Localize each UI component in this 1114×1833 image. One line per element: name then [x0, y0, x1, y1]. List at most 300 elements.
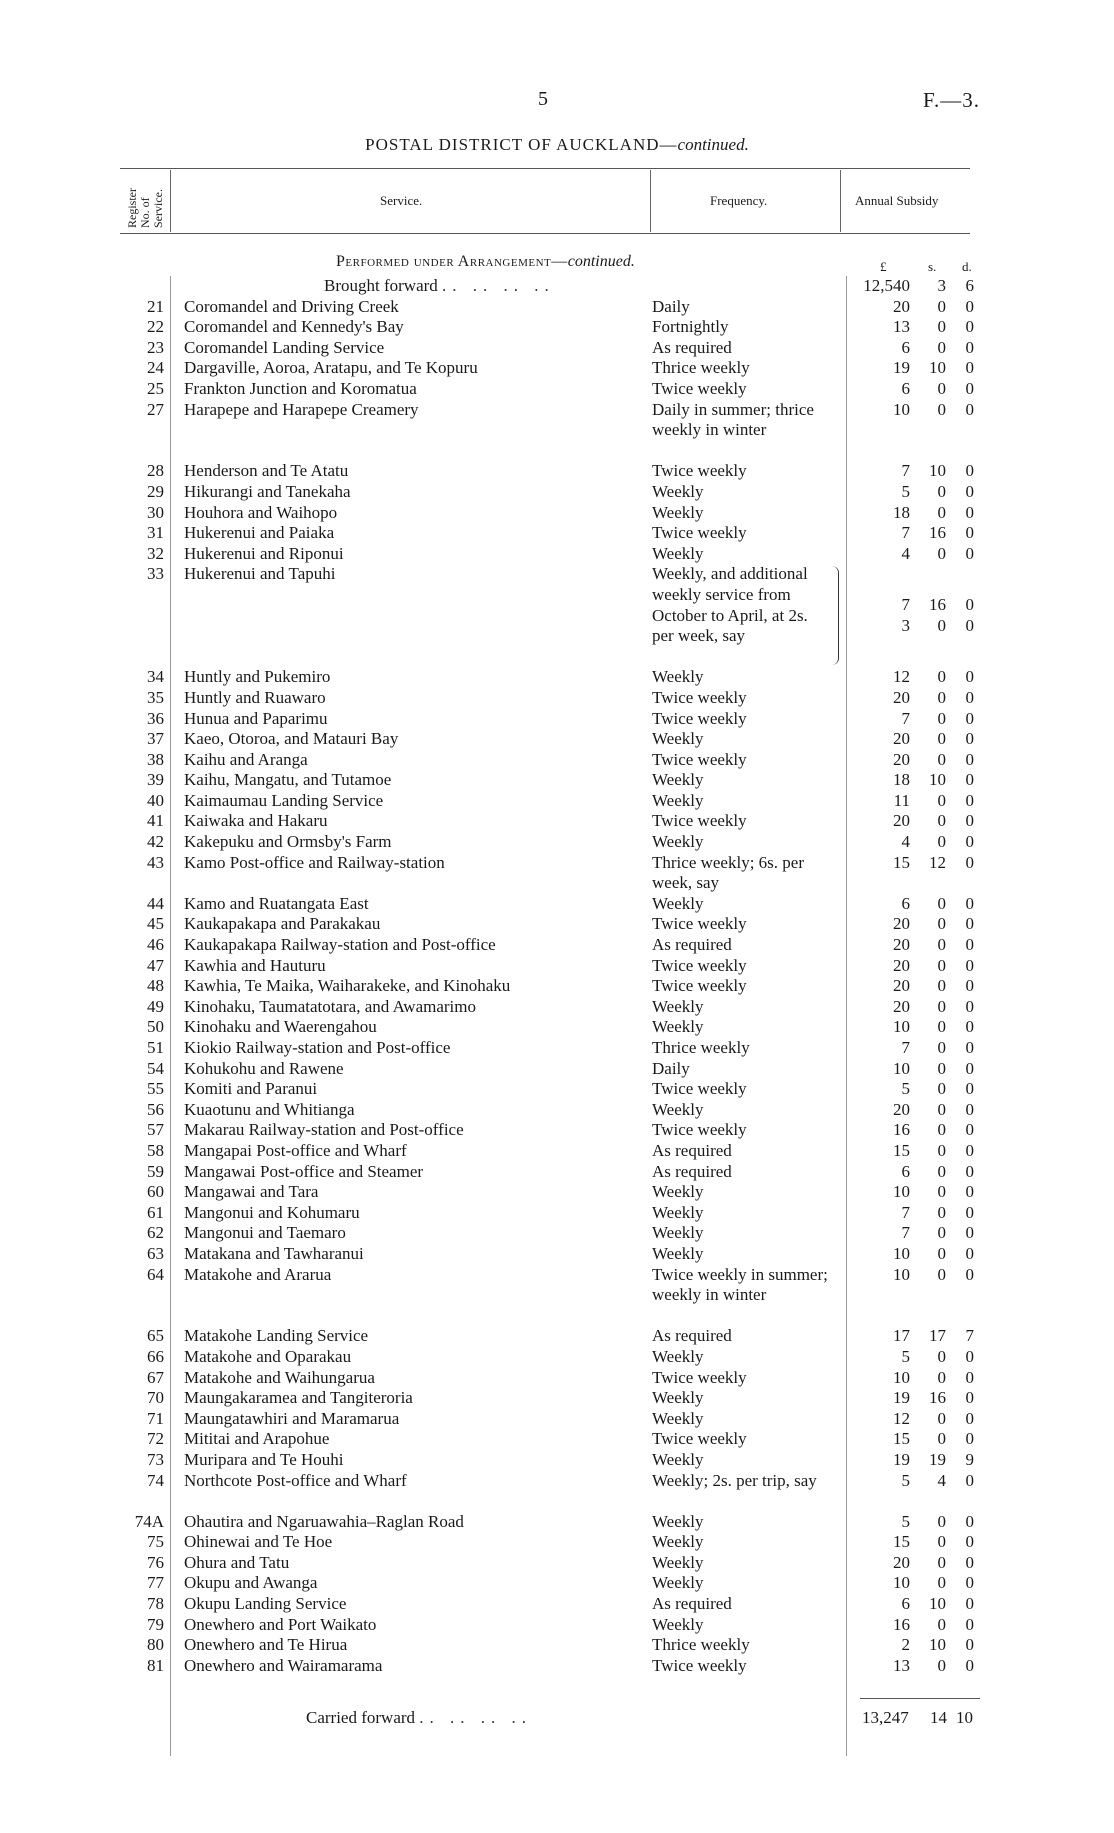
table-row [120, 1471, 980, 1512]
annual-subsidy [838, 523, 974, 543]
pence-value: 0 [965, 667, 974, 687]
pence-value: 0 [965, 914, 974, 934]
pounds-value: 10 [893, 1058, 910, 1078]
pence-value: 0 [965, 749, 974, 769]
shillings-value: 0 [937, 1511, 946, 1531]
register-line-2: No. of [138, 197, 152, 228]
service-name: Kinohaku, Taumatatotara, and Awamarimo [184, 996, 476, 1016]
table-row [120, 461, 980, 482]
register-number: 38 [147, 749, 164, 769]
annual-subsidy [838, 1615, 974, 1635]
brace [832, 566, 839, 665]
table-row [120, 1615, 980, 1636]
annual-subsidy [838, 956, 974, 976]
service-header: Service. [380, 193, 423, 208]
shillings-value: 10 [929, 1594, 946, 1614]
pence-value: 0 [965, 1243, 974, 1263]
pence-value: 0 [965, 1429, 974, 1449]
shillings-value: 0 [937, 1017, 946, 1037]
pence-value: 0 [965, 296, 974, 316]
annual-subsidy [838, 400, 974, 420]
frequency: Twice weekly [652, 955, 747, 975]
annual-subsidy [838, 811, 974, 831]
pounds-value: 4 [901, 832, 910, 852]
service-name: Matakohe and Ararua [184, 1264, 332, 1284]
pounds-label: £ [880, 259, 887, 274]
frequency: Weekly [652, 1614, 704, 1634]
pounds-value: 20 [893, 811, 910, 831]
service-name: Hikurangi and Tanekaha [184, 481, 351, 501]
service-name: Kaihu, Mangatu, and Tutamoe [184, 770, 392, 790]
service-name: Kaimaumau Landing Service [184, 790, 384, 810]
annual-subsidy [838, 1203, 974, 1223]
header-bottom-rule [120, 233, 970, 234]
pence-value: 0 [965, 337, 974, 357]
service-name: Mititai and Arapohue [184, 1429, 330, 1449]
table-row [120, 338, 980, 359]
pounds-value: 7 [901, 1223, 910, 1243]
service-name: Kaeo, Otoroa, and Matauri Bay [184, 729, 399, 749]
shillings-value: 17 [929, 1326, 946, 1346]
pounds-value: 13 [893, 317, 910, 337]
frequency: Twice weekly [652, 914, 747, 934]
frequency: Weekly [652, 1202, 704, 1222]
annual-subsidy [838, 1017, 974, 1037]
register-number: 36 [147, 708, 164, 728]
frequency: Weekly [652, 1408, 704, 1428]
register-number: 67 [147, 1367, 164, 1387]
register-number: 81 [147, 1655, 164, 1675]
pounds-value: 10 [893, 1017, 910, 1037]
table-row [120, 1656, 980, 1677]
table-row [120, 1120, 980, 1141]
shillings-value: 0 [937, 1140, 946, 1160]
pence-value: 0 [965, 481, 974, 501]
annual-subsidy [838, 729, 974, 749]
table-row [120, 1203, 980, 1224]
service-name: Kaihu and Aranga [184, 749, 308, 769]
register-number: 25 [147, 378, 164, 398]
service-name: Ohura and Tatu [184, 1552, 290, 1572]
shillings-value: 0 [937, 502, 946, 522]
service-name: Muripara and Te Houhi [184, 1449, 344, 1469]
frequency: Weekly [652, 667, 704, 687]
register-number: 46 [147, 935, 164, 955]
shillings-value: 0 [937, 811, 946, 831]
pounds-value: 20 [893, 914, 910, 934]
annual-subsidy [838, 976, 974, 996]
register-number: 79 [147, 1614, 164, 1634]
shillings-value: 0 [937, 337, 946, 357]
table-row [120, 1141, 980, 1162]
annual-subsidy [838, 914, 974, 934]
pounds-value: 15 [893, 1429, 910, 1449]
service-name: Kuaotunu and Whitianga [184, 1099, 355, 1119]
service-name: Hunua and Paparimu [184, 708, 328, 728]
frequency: Weekly [652, 1346, 704, 1366]
register-number: 21 [147, 296, 164, 316]
shillings-value: 0 [937, 955, 946, 975]
shillings-value: 0 [937, 749, 946, 769]
service-name: Coromandel and Kennedy's Bay [184, 317, 404, 337]
pounds-value: 5 [901, 1511, 910, 1531]
table-row [120, 1553, 980, 1574]
pounds-value: 15 [893, 1140, 910, 1160]
pence-value: 0 [965, 1223, 974, 1243]
table-row [120, 1038, 980, 1059]
annual-subsidy [838, 750, 974, 770]
register-number: 75 [147, 1532, 164, 1552]
register-number: 30 [147, 502, 164, 522]
frequency: Daily [652, 1058, 690, 1078]
pounds-value: 20 [893, 1552, 910, 1572]
pence-value: 0 [965, 399, 974, 419]
service-name: Maungatawhiri and Maramarua [184, 1408, 400, 1428]
table-header [120, 170, 970, 232]
pence-value: 0 [965, 1346, 974, 1366]
register-number: 48 [147, 976, 164, 996]
pounds-value: 16 [893, 1614, 910, 1634]
table-row [120, 956, 980, 977]
pence-value: 0 [965, 358, 974, 378]
header-divider [840, 170, 841, 232]
service-name: Kaiwaka and Hakaru [184, 811, 328, 831]
pounds-value: 7 [901, 1038, 910, 1058]
pounds-value: 15 [893, 1532, 910, 1552]
frequency: As required [652, 1594, 732, 1614]
frequency: Twice weekly [652, 687, 747, 707]
shillings-value: 0 [937, 1367, 946, 1387]
shillings-value: 0 [937, 1552, 946, 1572]
service-name: Onewhero and Te Hirua [184, 1635, 348, 1655]
register-number: 27 [147, 399, 164, 419]
pounds-value: 6 [901, 378, 910, 398]
table-row [120, 1223, 980, 1244]
frequency: Fortnightly [652, 317, 729, 337]
pence-value: 0 [965, 1202, 974, 1222]
service-name: Kamo Post-office and Railway-station [184, 852, 445, 872]
table-row [120, 667, 980, 688]
service-name: Onewhero and Wairamarama [184, 1655, 383, 1675]
service-name: Dargaville, Aoroa, Aratapu, and Te Kopuru [184, 358, 478, 378]
register-number: 31 [147, 523, 164, 543]
annual-subsidy [838, 1079, 974, 1099]
shillings-value: 4 [937, 1470, 946, 1490]
annual-subsidy [838, 317, 974, 337]
frequency: Weekly [652, 1243, 704, 1263]
total-rule [860, 1698, 980, 1699]
service-name: Makarau Railway-station and Post-office [184, 1120, 464, 1140]
table-row [120, 482, 980, 503]
pounds-value: 20 [893, 976, 910, 996]
register-number: 43 [147, 852, 164, 872]
register-header-text [126, 188, 165, 228]
page-title [0, 135, 1114, 155]
section-heading [336, 253, 635, 271]
annual-subsidy [838, 338, 974, 358]
service-name: Huntly and Ruawaro [184, 687, 326, 707]
shillings-value: 16 [929, 595, 946, 615]
register-number: 63 [147, 1243, 164, 1263]
shillings-value: 0 [937, 1429, 946, 1449]
pounds-value: 10 [893, 1367, 910, 1387]
pounds-value: 18 [893, 502, 910, 522]
service-name: Mangapai Post-office and Wharf [184, 1140, 407, 1160]
services-table [120, 276, 980, 1676]
service-name: Frankton Junction and Koromatua [184, 378, 417, 398]
annual-subsidy [838, 1326, 974, 1346]
service-name: Kohukohu and Rawene [184, 1058, 344, 1078]
register-number: 34 [147, 667, 164, 687]
pence-value: 0 [965, 1614, 974, 1634]
brought-forward-amount [838, 276, 974, 296]
register-number: 44 [147, 893, 164, 913]
register-line-3: Service. [151, 189, 165, 228]
pence-value: 0 [965, 852, 974, 872]
service-name: Northcote Post-office and Wharf [184, 1470, 407, 1490]
frequency-header: Frequency. [710, 193, 768, 208]
shillings-value: 0 [937, 1346, 946, 1366]
pence-value: 0 [965, 708, 974, 728]
register-number: 78 [147, 1594, 164, 1614]
pounds-value: 10 [893, 1243, 910, 1263]
register-number: 28 [147, 461, 164, 481]
table-row [120, 297, 980, 318]
frequency: As required [652, 1140, 732, 1160]
shillings-value: 10 [929, 461, 946, 481]
pounds-value: 6 [901, 893, 910, 913]
annual-subsidy [838, 1594, 974, 1614]
register-number: 55 [147, 1079, 164, 1099]
pence-value: 0 [965, 1532, 974, 1552]
frequency: Twice weekly [652, 378, 747, 398]
annual-subsidy [838, 1553, 974, 1573]
register-number: 80 [147, 1635, 164, 1655]
pence-value: 0 [965, 502, 974, 522]
register-number: 35 [147, 687, 164, 707]
table-row [120, 1244, 980, 1265]
frequency: Twice weekly [652, 1120, 747, 1140]
pence-value: 0 [965, 615, 974, 635]
shillings-value: 10 [929, 358, 946, 378]
annual-subsidy [838, 1141, 974, 1161]
carried-forward-label: Carried forward .. .. .. .. [306, 1708, 533, 1727]
table-row [120, 976, 980, 997]
pounds-value: 3 [901, 615, 910, 635]
register-number: 64 [147, 1264, 164, 1284]
pence-value: 9 [965, 1449, 974, 1469]
frequency: Twice weekly [652, 1079, 747, 1099]
pence-value: 0 [965, 1264, 974, 1284]
pounds-value: 6 [901, 1594, 910, 1614]
annual-subsidy [838, 1244, 974, 1264]
shillings-value: 0 [937, 1655, 946, 1675]
pounds-value: 6 [901, 1161, 910, 1181]
service-name: Kamo and Ruatangata East [184, 893, 369, 913]
service-name: Matakohe and Oparakau [184, 1346, 352, 1366]
brought-forward-label: Brought forward .. .. .. .. [324, 276, 555, 295]
service-name: Onewhero and Port Waikato [184, 1614, 377, 1634]
annual-subsidy [838, 935, 974, 955]
register-number: 54 [147, 1058, 164, 1078]
shillings-value: 0 [937, 1614, 946, 1634]
shillings-value: 0 [937, 1058, 946, 1078]
frequency: Twice weekly [652, 976, 747, 996]
shillings-value: 0 [937, 1161, 946, 1181]
shillings-label: s. [928, 259, 937, 274]
pounds-value: 17 [893, 1326, 910, 1346]
annual-subsidy [838, 1450, 974, 1470]
pounds-value: 10 [893, 1182, 910, 1202]
pounds-value: 13,247 [862, 1708, 909, 1727]
annual-subsidy [838, 688, 974, 708]
annual-subsidy [838, 1265, 974, 1285]
pence-value: 0 [965, 729, 974, 749]
shillings-value: 0 [937, 1099, 946, 1119]
register-number: 73 [147, 1449, 164, 1469]
header-divider [650, 170, 651, 232]
table-row [120, 1429, 980, 1450]
annual-subsidy-additional [838, 616, 974, 636]
pounds-value: 7 [901, 461, 910, 481]
shillings-value: 0 [937, 687, 946, 707]
table-row [120, 914, 980, 935]
pounds-value: 7 [901, 523, 910, 543]
pence-value: 10 [956, 1708, 973, 1727]
annual-subsidy [838, 595, 974, 615]
register-number: 39 [147, 770, 164, 790]
pounds-value: 20 [893, 749, 910, 769]
register-number: 37 [147, 729, 164, 749]
table-row [120, 1079, 980, 1100]
frequency: Weekly; 2s. per trip, say [652, 1470, 817, 1490]
shillings-value: 10 [929, 770, 946, 790]
annual-subsidy [838, 297, 974, 317]
frequency: Weekly [652, 729, 704, 749]
register-number: 76 [147, 1552, 164, 1572]
pounds-value: 5 [901, 481, 910, 501]
annual-subsidy [838, 503, 974, 523]
annual-subsidy [838, 853, 974, 873]
annual-subsidy [838, 358, 974, 378]
frequency: Daily [652, 296, 690, 316]
shillings-value: 0 [937, 1182, 946, 1202]
pounds-value: 7 [901, 708, 910, 728]
service-name: Kakepuku and Ormsby's Farm [184, 832, 392, 852]
shillings-value: 0 [937, 1202, 946, 1222]
pence-value: 7 [965, 1326, 974, 1346]
table-row [120, 832, 980, 853]
frequency: Weekly [652, 996, 704, 1016]
shillings-value: 0 [937, 976, 946, 996]
pence-value: 0 [965, 1511, 974, 1531]
pence-value: 0 [965, 1655, 974, 1675]
annual-subsidy [838, 482, 974, 502]
shillings-value: 0 [937, 615, 946, 635]
table-row [120, 1326, 980, 1347]
frequency: Weekly [652, 893, 704, 913]
frequency: Weekly, and additional weekly service from October to April, at 2s. per week, say [652, 564, 813, 646]
pence-value: 0 [965, 1058, 974, 1078]
service-name: Okupu and Awanga [184, 1573, 318, 1593]
register-number: 24 [147, 358, 164, 378]
table-row [120, 400, 980, 462]
frequency: Twice weekly [652, 749, 747, 769]
pence-value: 0 [965, 1161, 974, 1181]
register-number: 49 [147, 996, 164, 1016]
annual-subsidy [838, 1347, 974, 1367]
table-row [120, 935, 980, 956]
register-number: 47 [147, 955, 164, 975]
frequency: As required [652, 1161, 732, 1181]
brought-forward-row [120, 276, 980, 297]
annual-subsidy [838, 1409, 974, 1429]
pence-value: 0 [965, 1635, 974, 1655]
shillings-value: 0 [937, 481, 946, 501]
register-number: 40 [147, 790, 164, 810]
pence-value: 0 [965, 811, 974, 831]
pounds-value: 4 [901, 543, 910, 563]
pence-value: 0 [965, 1552, 974, 1572]
frequency: Weekly [652, 1099, 704, 1119]
table-row [120, 853, 980, 894]
annual-subsidy [838, 1223, 974, 1243]
pounds-value: 19 [893, 358, 910, 378]
pence-value: 0 [965, 595, 974, 615]
register-number: 32 [147, 543, 164, 563]
annual-subsidy [838, 1635, 974, 1655]
pence-label: d. [962, 259, 972, 274]
pence-value: 0 [965, 1017, 974, 1037]
service-name: Kawhia, Te Maika, Waiharakeke, and Kinohaku [184, 976, 511, 996]
annual-subsidy [838, 461, 974, 481]
table-row [120, 1635, 980, 1656]
register-number: 22 [147, 317, 164, 337]
annual-subsidy [838, 1656, 974, 1676]
frequency: Weekly [652, 481, 704, 501]
register-number: 74 [147, 1470, 164, 1490]
pence-value: 0 [965, 1594, 974, 1614]
frequency: Weekly [652, 1573, 704, 1593]
shillings-value: 0 [937, 1408, 946, 1428]
register-number: 57 [147, 1120, 164, 1140]
table-row [120, 729, 980, 750]
pence-value: 0 [965, 543, 974, 563]
service-name: Coromandel and Driving Creek [184, 296, 399, 316]
pounds-value: 13 [893, 1655, 910, 1675]
shillings-value: 0 [937, 893, 946, 913]
annual-subsidy [838, 1038, 974, 1058]
pence-value: 0 [965, 687, 974, 707]
pence-value: 0 [965, 317, 974, 337]
table-row [120, 709, 980, 730]
pence-value: 0 [965, 955, 974, 975]
annual-subsidy [838, 1429, 974, 1449]
shillings-value: 19 [929, 1449, 946, 1469]
register-number: 60 [147, 1182, 164, 1202]
service-name: Matakohe Landing Service [184, 1326, 369, 1346]
frequency: Twice weekly [652, 1367, 747, 1387]
frequency: Weekly [652, 1223, 704, 1243]
register-number: 77 [147, 1573, 164, 1593]
annual-subsidy [838, 1100, 974, 1120]
annual-subsidy [838, 1162, 974, 1182]
title-main: POSTAL DISTRICT OF AUCKLAND— [365, 135, 678, 154]
register-number: 23 [147, 337, 164, 357]
table-row [120, 791, 980, 812]
shillings-value: 12 [929, 852, 946, 872]
frequency: Thrice weekly [652, 358, 750, 378]
